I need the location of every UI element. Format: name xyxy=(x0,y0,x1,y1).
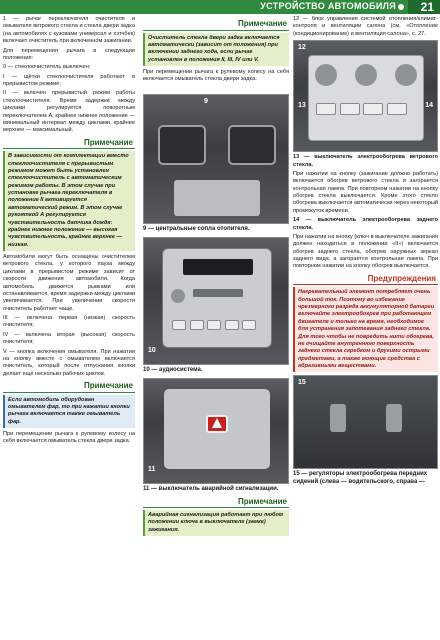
left-seat-heater-button[interactable] xyxy=(330,404,346,432)
warning-heading: Предупреждения xyxy=(293,274,438,286)
note-heading: Примечание xyxy=(3,138,135,150)
label-14: 14 xyxy=(425,102,433,110)
audio-unit xyxy=(162,248,272,348)
mode-ii: II — включен прерывистый режим работы стеклоочистителя. Время задержки между циклами регулируется поворотным переключателем А, крайнее нижнее положение — минимальный интервал между циклами, крайнее верхнее — максимальный. xyxy=(3,90,135,134)
note3-heading: Примечание xyxy=(143,497,289,509)
preset-3-button[interactable] xyxy=(207,320,221,330)
caption-9: 9 — центральные сопла отопителя. xyxy=(143,225,250,232)
note2-box xyxy=(3,395,135,429)
text-14: При нажатии на кнопку (ключ в выключателе зажигания должен находиться в положении «II») включается обогрев заднего стекла, обогрев наружных зеркал заднего вида, а загорается контрольная лампа. При повторном нажатии на кнопку обогрев выключается. xyxy=(293,233,438,270)
photo-climate-panel xyxy=(293,40,438,152)
radio-panel-top xyxy=(174,180,260,216)
climate-buttons xyxy=(315,102,417,130)
ac-button[interactable] xyxy=(340,103,360,115)
caption-13-label: 13 — выключатель электрообогрева ветрового стекла. xyxy=(293,154,438,168)
column-right xyxy=(293,16,438,638)
label-9: 9 xyxy=(204,97,208,105)
mode-i: I — щётки стеклоочистителя работают в прерывистом режиме; xyxy=(3,73,135,87)
speed-paragraph: Автомобили могут быть оснащены очистителем ветрового стекла, у которого пауза между циклами в прерывистом режиме зависит от скорости движения автомобиля. Когда автомобиль движется рывками или останавливается, время задержки между циклами увеличивается. При увеличении скорости очиститель работает чаще. xyxy=(3,254,135,312)
rear-washer-mid: При перемещении рычага к рулевому колесу на себя включается омыватель стекла двери задка. xyxy=(143,69,289,83)
page-number: 21 xyxy=(420,0,434,14)
volume-knob-icon[interactable] xyxy=(171,289,185,303)
label-15: 15 xyxy=(298,379,306,387)
caption-13 xyxy=(293,154,438,169)
preset-buttons xyxy=(171,319,265,335)
photo-audio-system xyxy=(143,237,289,365)
hazard-triangle-icon xyxy=(212,418,222,428)
right-vent-icon xyxy=(228,125,276,165)
label-12: 12 xyxy=(298,44,306,52)
left-vent-icon xyxy=(158,125,206,165)
photo-center-vents xyxy=(143,94,289,224)
mode-0: 0 — стеклоочиститель выключен; xyxy=(3,64,91,71)
caption-15: 15 — регуляторы электрообогрева передних сидений (слева — водительского, справа — xyxy=(293,471,428,486)
caption-11: 11 — выключатель аварийной сигнализации. xyxy=(143,485,279,492)
note3-box xyxy=(143,510,289,536)
rear-washer-paragraph: При перемещении рычага к рулевому колесу на себя включается омыватель стекла двери задка. xyxy=(3,431,135,445)
column-middle xyxy=(143,16,289,638)
preset-5-button[interactable] xyxy=(242,320,256,330)
cd-slot xyxy=(193,289,243,297)
recirc-button[interactable] xyxy=(363,103,383,115)
note-text: В зависимости от комплектации вместо стеклоочистителя с прерывистым режимом может быть установлен стеклоочиститель с автоматическим режимом работы. В этом случае при установке рычага переключателя в положение II активируется автоматический режим. В этом случае рукояткой А регулируется чувствительность датчика дождя: крайнее нижнее положение — высокая чувствительность, крайнее верхнее — низкая. xyxy=(8,153,129,248)
climate-intro: 12 — блок управления системой отопления/климат-контроля и вентиляции салона (см. «Отопление (кондиционирование) и вентиляция салона», с. 27. xyxy=(293,16,438,37)
wiper-intro: 1 — рычаг переключателя очистителя и омывателя ветрового стекла и стекла двери задка (на автомобилях с кузовами универсал и хэтчбек) включает очиститель при включенном зажигании. xyxy=(3,16,135,45)
caption-14-label: 14 — выключатель электрообогрева заднего стекла. xyxy=(293,217,438,231)
fan-knob-icon[interactable] xyxy=(355,64,377,86)
windshield-heat-button[interactable] xyxy=(316,103,336,115)
preset-1-button[interactable] xyxy=(172,320,186,330)
mode-knob-icon[interactable] xyxy=(395,64,417,86)
preset-4-button[interactable] xyxy=(225,320,239,330)
label-11: 11 xyxy=(148,465,156,473)
mode-iv: IV — включена вторая (высокая) скорость очистителя; xyxy=(3,331,135,346)
note-text-mid: Очиститель стекла двери задка включается автоматически (зависит от положения) при включении заднего хода, если рычаг установлен в положения II, III, IV или V. xyxy=(148,34,280,63)
header-bullet-icon xyxy=(398,4,404,10)
photo-seat-heaters xyxy=(293,375,438,469)
mode-v: V — кнопка включения омывателя. При нажатии на кнопку вместе с омывателем включается очиститель, который после отпускания кнопки делает ещё несколько рабочих циклов. xyxy=(3,348,135,377)
note2-text: Если автомобиль оборудован омывателем фар, то при нажатии кнопки рычага включается также омыватель фар. xyxy=(8,396,130,425)
temp-knob-icon[interactable] xyxy=(315,64,337,86)
warning-box xyxy=(293,287,438,372)
text-13: При нажатии на кнопку (зажигание должно работать) включается обогрев ветрового стекла и загорается контрольная лампа. При повторном нажатии на кнопку обогрев стекла выключается. Кроме этого стекло обогрева выключается автоматически через некоторый промежуток времени. xyxy=(293,170,438,214)
note-box-mid xyxy=(143,33,289,67)
note-heading-mid: Примечание xyxy=(143,19,289,31)
preset-2-button[interactable] xyxy=(190,320,204,330)
page-header xyxy=(0,0,440,14)
photo-hazard-switch xyxy=(143,378,289,484)
header-title: УСТРОЙСТВО АВТОМОБИЛЯ xyxy=(260,1,396,11)
note2-heading: Примечание xyxy=(3,381,135,393)
column-left xyxy=(3,16,135,638)
rear-heat-button[interactable] xyxy=(387,103,407,115)
note-box xyxy=(3,151,135,251)
warning-text: Нагревательный элемент потребляет очень большой ток. Поэтому во избежание чрезмерного разряда аккумуляторной батареи включайте электрообогрев при работающем двигателе и только на время, необходимое для устранения запотевания заднего стекла. Для того чтобы не повредить нити обогрева, не очищайте внутреннюю поверхность заднего стекла скребком и другими острыми предметами, а также моющие средства с абразивными веществами. xyxy=(298,289,435,370)
modes-lead: Для перемещения рычага в следующие положения: xyxy=(3,47,135,61)
right-seat-heater-button[interactable] xyxy=(386,404,402,432)
climate-control-unit xyxy=(308,55,424,141)
audio-display xyxy=(183,259,253,275)
caption-14 xyxy=(293,217,438,232)
label-10: 10 xyxy=(148,346,156,354)
label-13: 13 xyxy=(298,102,306,110)
caption-10: 10 — аудиосистема. xyxy=(143,366,203,373)
mode-iii: III — включена первая (низкая) скорость очистителя; xyxy=(3,315,135,329)
hazard-button[interactable] xyxy=(206,415,228,433)
note3-text: Аварийная сигнализация работает при любом положении ключа в выключателе (замке) зажигания. xyxy=(148,512,284,533)
